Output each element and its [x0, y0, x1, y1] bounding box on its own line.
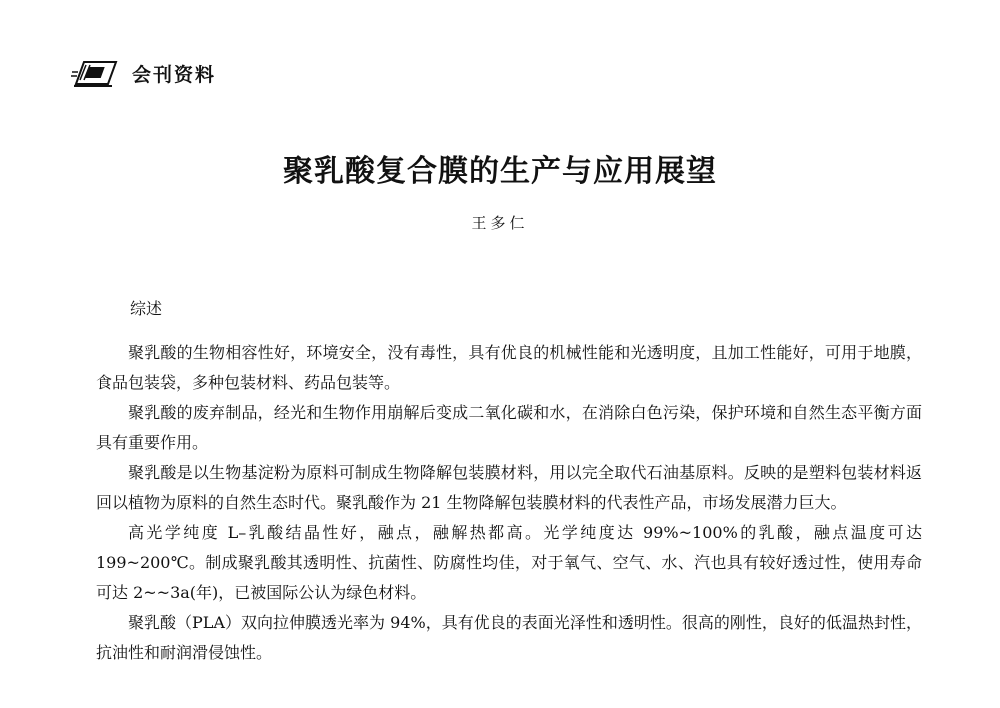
article-title: 聚乳酸复合膜的生产与应用展望: [283, 154, 717, 189]
page-header: [70, 58, 216, 88]
article-author: 王多仁: [471, 214, 529, 232]
paragraph: 聚乳酸（PLA）双向拉伸膜透光率为 94%，具有优良的表面光泽性和透明性。很高的刚性，良好的低温热封性，抗油性和耐润滑侵蚀性。: [96, 613, 922, 662]
column-label: 会刊资料: [132, 63, 217, 86]
paragraph: 聚乳酸的生物相容性好，环境安全，没有毒性，具有优良的机械性能和光透明度，且加工性能好，可用于地膜，食品包装袋，多种包装材料、药品包装等。: [96, 343, 922, 392]
paragraph: 聚乳酸的废弃制品，经光和生物作用崩解后变成二氧化碳和水，在消除白色污染，保护环境和自然生态平衡方面具有重要作用。: [96, 403, 922, 452]
section-heading: 综述: [130, 299, 163, 318]
magazine-logo-icon: [70, 58, 124, 88]
article-body: [96, 338, 922, 668]
paragraph: 聚乳酸是以生物基淀粉为原料可制成生物降解包装膜材料，用以完全取代石油基原料。反映的是塑料包装材料返回以植物为原料的自然生态时代。聚乳酸作为 21 生物降解包装膜材料的代表性产品，市场发展潜力巨大。: [96, 463, 922, 512]
paragraph: 高光学纯度 L–乳酸结晶性好，融点，融解热都高。光学纯度达 99%~100%的乳酸，融点温度可达199~200℃。制成聚乳酸其透明性、抗菌性、防腐性均佳，对于氧气、空气、水、汽也具有较好透过性，使用寿命可达 2~~3a(年)，已被国际公认为绿色材料。: [96, 523, 922, 602]
